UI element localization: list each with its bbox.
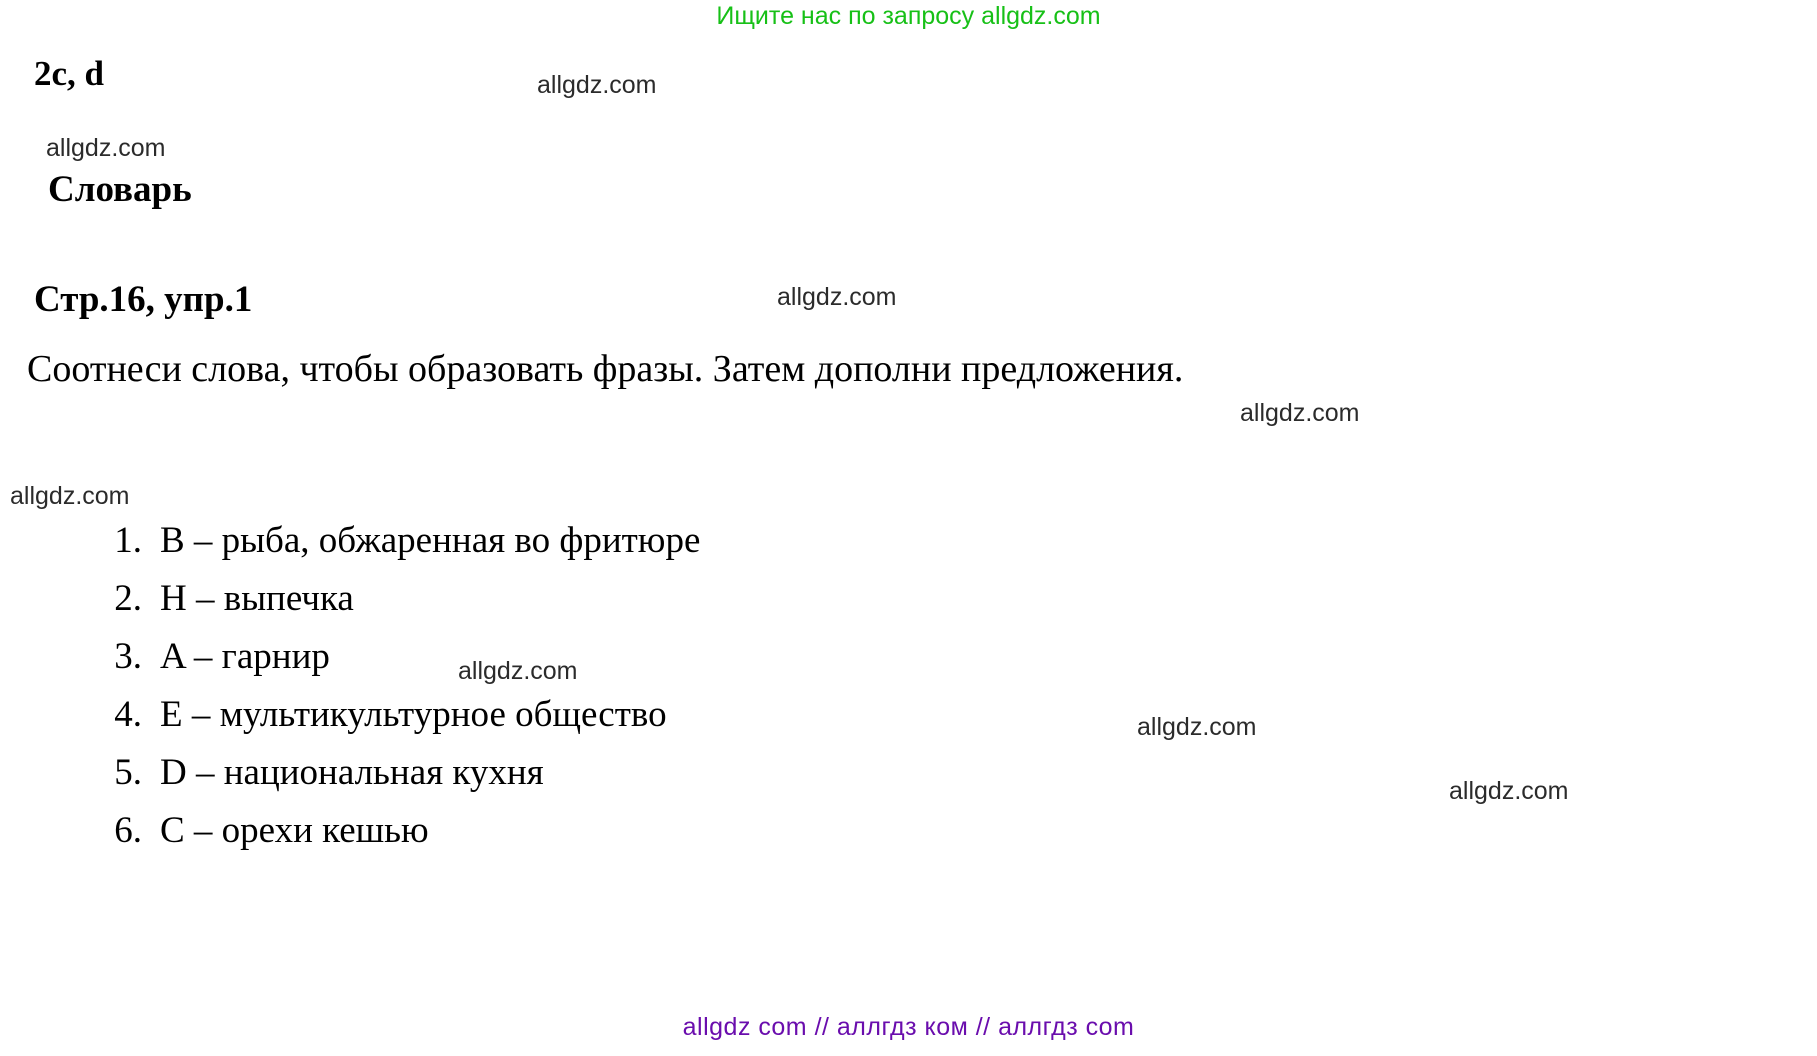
watermark-text: allgdz.com	[1137, 713, 1257, 741]
list-item-number: 2.	[114, 578, 142, 620]
watermark-bottom-banner: allgdz com // аллгдз ком // аллгдз com	[682, 1013, 1135, 1041]
dictionary-heading: Словарь	[48, 169, 192, 210]
watermark-text: allgdz.com	[10, 482, 130, 510]
list-item-number: 5.	[114, 752, 142, 794]
list-item-number: 3.	[114, 636, 142, 678]
list-item-number: 1.	[114, 520, 142, 561]
list-item	[96, 628, 700, 686]
watermark-top-banner: Ищите нас по запросу allgdz.com	[716, 2, 1101, 30]
list-item	[96, 744, 700, 802]
watermark-text: allgdz.com	[1449, 777, 1569, 805]
list-item	[96, 512, 700, 570]
list-item-text: D – национальная кухня	[160, 752, 544, 794]
list-item-text: E – мультикультурное общество	[160, 694, 667, 736]
watermark-text: allgdz.com	[1240, 399, 1360, 427]
list-item-text: A – гарнир	[160, 636, 330, 678]
watermark-text: allgdz.com	[537, 71, 657, 99]
list-item	[96, 570, 700, 628]
list-item-text: B – рыба, обжаренная во фритюре	[160, 520, 701, 561]
watermark-text: allgdz.com	[46, 134, 166, 162]
exercise-heading: Стр.16, упр.1	[34, 279, 253, 320]
list-item-text: H – выпечка	[160, 578, 354, 620]
watermark-text: allgdz.com	[458, 657, 578, 685]
list-item-number: 6.	[114, 810, 142, 852]
watermark-text: allgdz.com	[777, 283, 897, 311]
task-label: 2c, d	[34, 54, 104, 93]
answers-list	[96, 512, 700, 860]
list-item	[96, 686, 700, 744]
list-item-number: 4.	[114, 694, 142, 736]
list-item-text: C – орехи кешью	[160, 810, 429, 852]
instruction-text: Соотнеси слова, чтобы образовать фразы. Затем дополни предложения.	[27, 348, 1184, 390]
list-item	[96, 802, 700, 860]
